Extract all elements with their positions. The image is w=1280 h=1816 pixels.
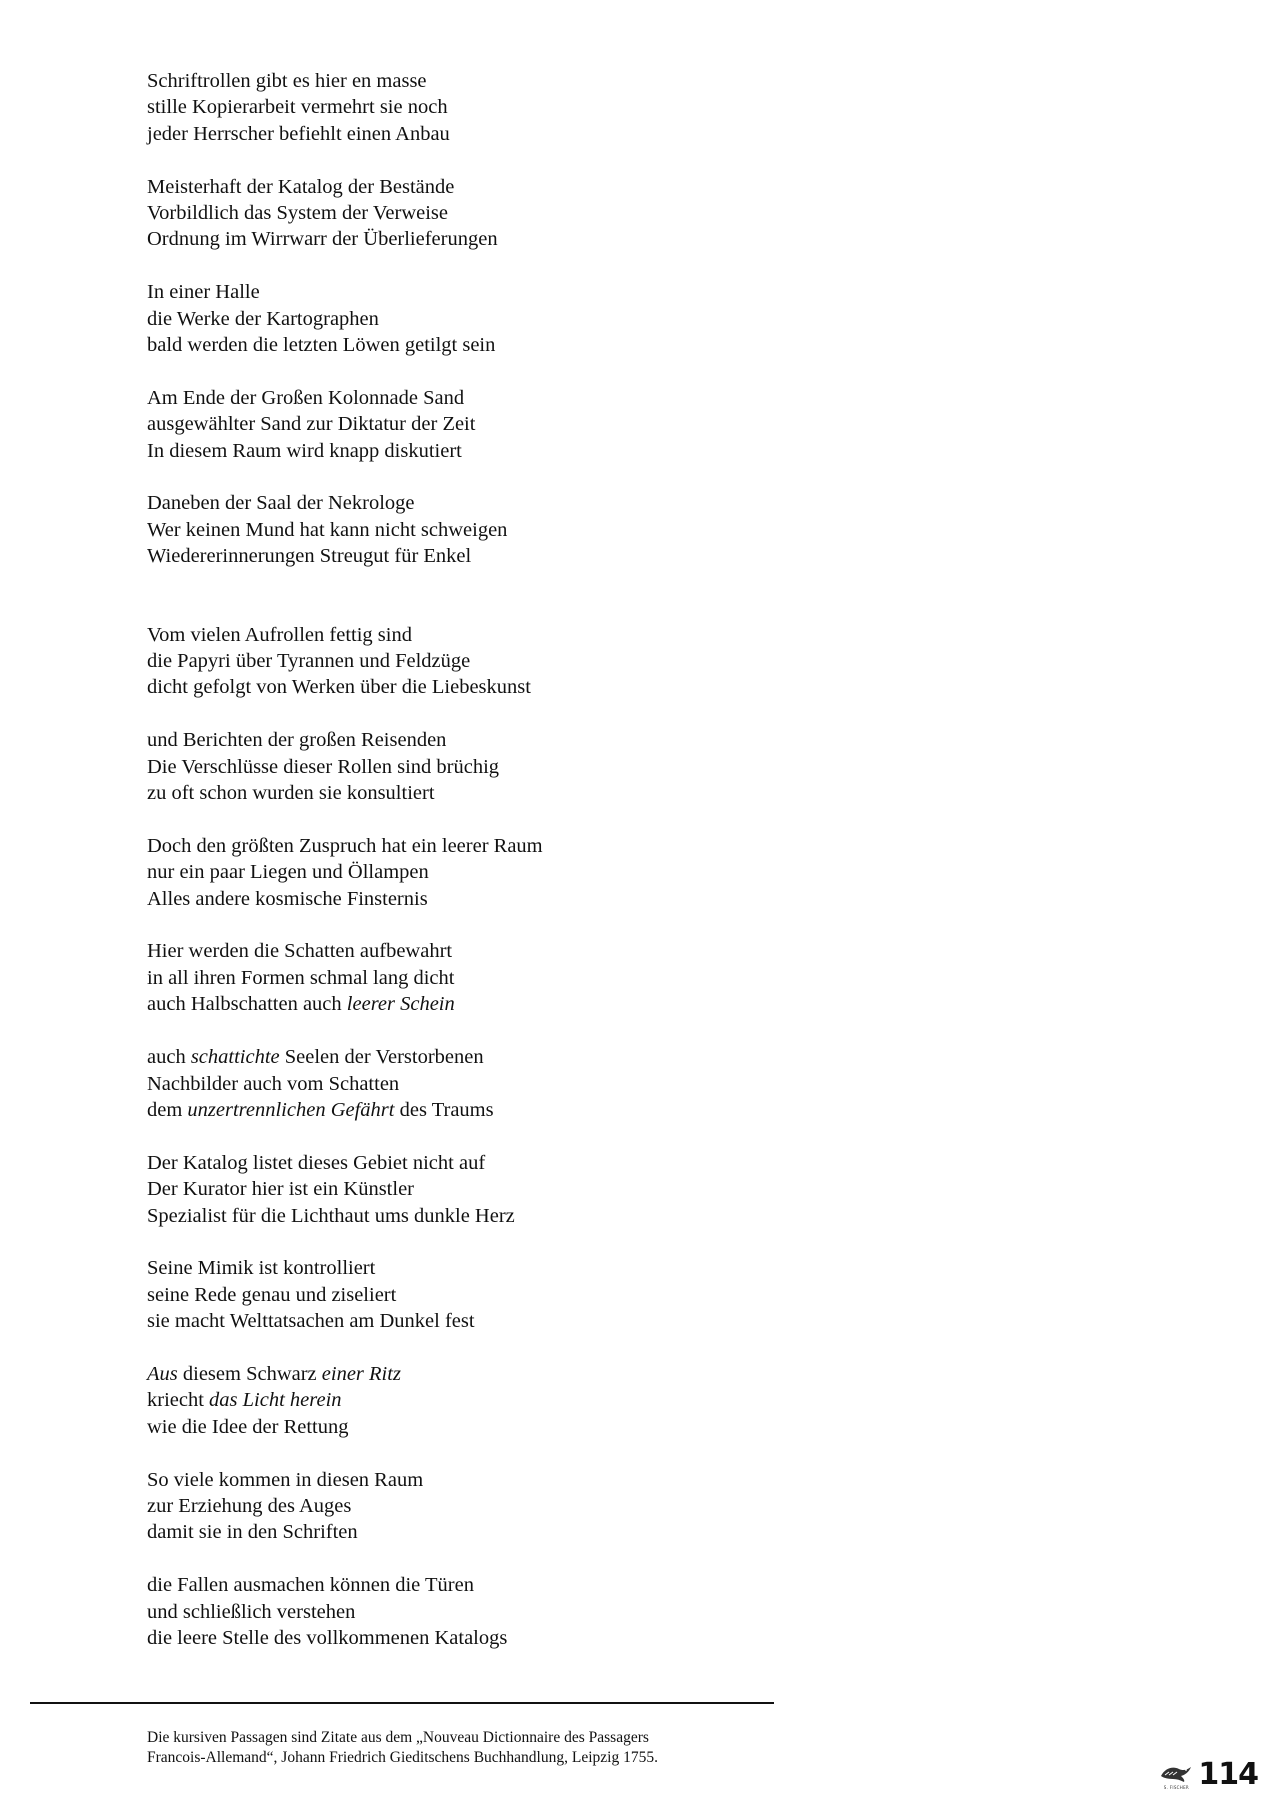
line-text: kriecht bbox=[147, 1389, 210, 1412]
poem-line bbox=[147, 648, 847, 674]
poem-line bbox=[147, 94, 847, 120]
poem-line bbox=[147, 517, 847, 543]
stanza bbox=[147, 174, 847, 253]
line-text: In diesem Raum wird knapp diskutiert bbox=[147, 439, 462, 462]
footnote-line: Francois-Allemand“, Johann Friedrich Gieditschens Buchhandlung, Leipzig 1755. bbox=[147, 1749, 658, 1766]
poem-line bbox=[147, 727, 847, 753]
line-text: auch Halbschatten auch bbox=[147, 993, 347, 1016]
line-text: die Papyri über Tyrannen und Feldzüge bbox=[147, 650, 471, 673]
page-mark bbox=[1156, 1757, 1258, 1792]
stanza bbox=[147, 1255, 847, 1334]
poem-line bbox=[147, 1493, 847, 1519]
line-text: in all ihren Formen schmal lang dicht bbox=[147, 966, 455, 989]
stanza bbox=[147, 1044, 847, 1123]
line-text: Doch den größten Zuspruch hat ein leerer Raum bbox=[147, 834, 543, 857]
line-text: Der Katalog listet dieses Gebiet nicht auf bbox=[147, 1151, 486, 1174]
poem-line bbox=[147, 332, 847, 358]
stanza bbox=[147, 727, 847, 806]
poem-line bbox=[147, 1308, 847, 1334]
publisher-logo bbox=[1156, 1762, 1196, 1790]
poem-line bbox=[147, 859, 847, 885]
line-text: seine Rede genau und ziseliert bbox=[147, 1283, 397, 1306]
stanza bbox=[147, 1150, 847, 1229]
line-text: dicht gefolgt von Werken über die Liebeskunst bbox=[147, 676, 531, 699]
italic-quote: unzertrennlichen Gefährt bbox=[187, 1098, 395, 1121]
poem-line bbox=[147, 543, 847, 569]
line-text: stille Kopierarbeit vermehrt sie noch bbox=[147, 96, 448, 119]
line-text: Meisterhaft der Katalog der Bestände bbox=[147, 175, 455, 198]
italic-quote: Aus bbox=[147, 1362, 178, 1385]
poem-line bbox=[147, 1599, 847, 1625]
poem-line bbox=[147, 622, 847, 648]
poem-line bbox=[147, 780, 847, 806]
fischer-logo-icon bbox=[1159, 1762, 1193, 1784]
line-text: Vom vielen Aufrollen fettig sind bbox=[147, 623, 412, 646]
poem-line bbox=[147, 1097, 847, 1123]
line-text: Spezialist für die Lichthaut ums dunkle Herz bbox=[147, 1204, 515, 1227]
line-text: wie die Idee der Rettung bbox=[147, 1415, 349, 1438]
poem-line bbox=[147, 1387, 847, 1413]
line-text: nur ein paar Liegen und Öllampen bbox=[147, 861, 429, 884]
poem-line bbox=[147, 411, 847, 437]
poem-line bbox=[147, 1255, 847, 1281]
line-text: die leere Stelle des vollkommenen Katalogs bbox=[147, 1626, 508, 1649]
poem-line bbox=[147, 306, 847, 332]
poem-line bbox=[147, 438, 847, 464]
poem-line bbox=[147, 886, 847, 912]
line-text: diesem Schwarz bbox=[177, 1362, 322, 1385]
line-text: Wiedererinnerungen Streugut für Enkel bbox=[147, 545, 472, 568]
stanza bbox=[147, 938, 847, 1017]
line-text: Die Verschlüsse dieser Rollen sind brüchig bbox=[147, 755, 500, 778]
poem-line bbox=[147, 279, 847, 305]
line-text: Vorbildlich das System der Verweise bbox=[147, 202, 449, 225]
poem-line bbox=[147, 174, 847, 200]
footnote-divider bbox=[30, 1702, 774, 1704]
line-text: Nachbilder auch vom Schatten bbox=[147, 1072, 400, 1095]
line-text: In einer Halle bbox=[147, 281, 260, 304]
line-text: und schließlich verstehen bbox=[147, 1600, 356, 1623]
footnote bbox=[147, 1728, 847, 1768]
poem-line bbox=[147, 1203, 847, 1229]
line-text: Wer keinen Mund hat kann nicht schweigen bbox=[147, 518, 508, 541]
stanza bbox=[147, 490, 847, 569]
line-text: So viele kommen in diesen Raum bbox=[147, 1468, 424, 1491]
poem-line bbox=[147, 965, 847, 991]
poem-line bbox=[147, 1176, 847, 1202]
line-text: und Berichten der großen Reisenden bbox=[147, 729, 447, 752]
poem-line bbox=[147, 226, 847, 252]
stanza bbox=[147, 622, 847, 701]
poem-line bbox=[147, 938, 847, 964]
stanza bbox=[147, 68, 847, 147]
line-text: zur Erziehung des Auges bbox=[147, 1494, 352, 1517]
stanza bbox=[147, 1572, 847, 1651]
footnote-line: Die kursiven Passagen sind Zitate aus dem „Nouveau Dictionnaire des Passagers bbox=[147, 1729, 649, 1746]
line-text: Seine Mimik ist kontrolliert bbox=[147, 1257, 376, 1280]
line-text: die Fallen ausmachen können die Türen bbox=[147, 1574, 474, 1597]
poem-line bbox=[147, 754, 847, 780]
poem bbox=[147, 68, 847, 1678]
publisher-name: S. FISCHER bbox=[1163, 1785, 1189, 1790]
line-text: Daneben der Saal der Nekrologe bbox=[147, 492, 415, 515]
poem-line bbox=[147, 1625, 847, 1651]
line-text: bald werden die letzten Löwen getilgt sein bbox=[147, 334, 496, 357]
poem-line bbox=[147, 1044, 847, 1070]
italic-quote: leerer Schein bbox=[346, 993, 455, 1016]
line-text: Ordnung im Wirrwarr der Überlieferungen bbox=[147, 228, 498, 251]
line-text: zu oft schon wurden sie konsultiert bbox=[147, 782, 435, 805]
line-text: jeder Herrscher befiehlt einen Anbau bbox=[147, 122, 450, 145]
stanza bbox=[147, 833, 847, 912]
poem-line bbox=[147, 991, 847, 1017]
poem-line bbox=[147, 68, 847, 94]
line-text: die Werke der Kartographen bbox=[147, 307, 379, 330]
italic-quote: einer Ritz bbox=[321, 1362, 401, 1385]
stanza bbox=[147, 1361, 847, 1440]
line-text: des Traums bbox=[394, 1098, 494, 1121]
poem-line bbox=[147, 1150, 847, 1176]
stanza bbox=[147, 1467, 847, 1546]
line-text: Hier werden die Schatten aufbewahrt bbox=[147, 940, 453, 963]
poem-line bbox=[147, 1414, 847, 1440]
line-text: dem bbox=[147, 1098, 188, 1121]
poem-line bbox=[147, 1071, 847, 1097]
italic-quote: das Licht herein bbox=[209, 1389, 342, 1412]
poem-line bbox=[147, 200, 847, 226]
poem-line bbox=[147, 1467, 847, 1493]
line-text: Schriftrollen gibt es hier en masse bbox=[147, 70, 427, 92]
line-text: sie macht Welttatsachen am Dunkel fest bbox=[147, 1310, 475, 1333]
poem-line bbox=[147, 1519, 847, 1545]
italic-quote: schattichte bbox=[190, 1046, 280, 1069]
line-text: auch bbox=[147, 1046, 191, 1069]
line-text: ausgewählter Sand zur Diktatur der Zeit bbox=[147, 413, 476, 436]
line-text: Seelen der Verstorbenen bbox=[279, 1046, 484, 1069]
page-number: 114 bbox=[1198, 1757, 1258, 1792]
stanza bbox=[147, 385, 847, 464]
poem-line bbox=[147, 833, 847, 859]
poem-line bbox=[147, 121, 847, 147]
stanza bbox=[147, 279, 847, 358]
poem-line bbox=[147, 1361, 847, 1387]
poem-line bbox=[147, 490, 847, 516]
poem-line bbox=[147, 1282, 847, 1308]
poem-line bbox=[147, 1572, 847, 1598]
line-text: Der Kurator hier ist ein Künstler bbox=[147, 1178, 414, 1201]
poem-line bbox=[147, 385, 847, 411]
line-text: damit sie in den Schriften bbox=[147, 1521, 358, 1544]
line-text: Am Ende der Großen Kolonnade Sand bbox=[147, 386, 465, 409]
poem-line bbox=[147, 674, 847, 700]
line-text: Alles andere kosmische Finsternis bbox=[147, 887, 428, 910]
